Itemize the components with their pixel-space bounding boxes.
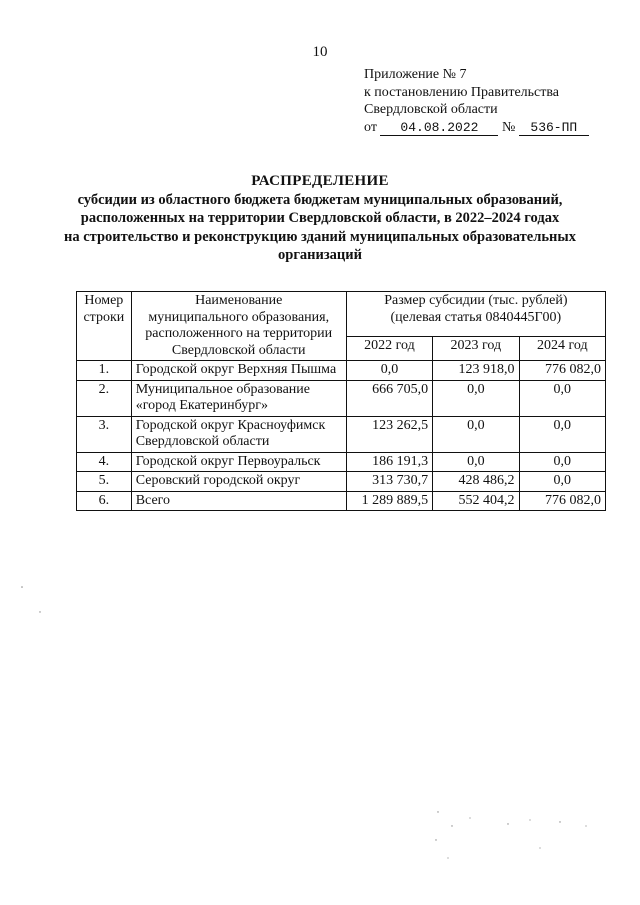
row-value-2023: 0,0 <box>433 380 519 416</box>
row-value-2022: 1 289 889,5 <box>346 491 432 511</box>
row-value-2024: 0,0 <box>519 416 605 452</box>
header-name-line-4: Свердловской области <box>171 342 306 358</box>
date-prefix: от <box>364 119 377 135</box>
header-name-line-3: расположенного на территории <box>145 326 333 341</box>
row-name: Всего <box>131 491 346 511</box>
row-value-2022: 0,0 <box>346 361 432 381</box>
header-year-2024: 2024 год <box>519 336 605 360</box>
header-size-line-2: (целевая статья 0840445Г00) <box>390 309 562 325</box>
row-value-2022: 666 705,0 <box>346 380 432 416</box>
row-value-2022: 186 191,3 <box>346 452 432 472</box>
header-name-line-1: Наименование <box>195 293 283 308</box>
appendix-line-3: Свердловской области <box>364 102 498 117</box>
row-name: Городской округ Красноуфимск Свердловской области <box>131 416 346 452</box>
row-value-2024: 776 082,0 <box>519 361 605 381</box>
table-row <box>77 361 606 381</box>
header-year-2022: 2022 год <box>346 336 432 360</box>
appendix-block <box>364 66 589 136</box>
table-header-row <box>77 292 606 337</box>
document-date: 04.08.2022 <box>380 120 498 136</box>
table-row <box>77 472 606 492</box>
row-value-2023: 0,0 <box>433 452 519 472</box>
row-name: Городской округ Верхняя Пышма <box>131 361 346 381</box>
header-year-2023: 2023 год <box>433 336 519 360</box>
row-value-2024: 776 082,0 <box>519 491 605 511</box>
header-row-number-line-1: Номер <box>84 293 124 308</box>
appendix-line-2: к постановлению Правительства <box>364 84 560 100</box>
row-value-2024: 0,0 <box>519 380 605 416</box>
table-row <box>77 380 606 416</box>
heading-subtitle-line-4: организаций <box>278 247 362 263</box>
appendix-date-line <box>364 119 589 137</box>
table-row-total <box>77 491 606 511</box>
row-number: 2. <box>77 380 132 416</box>
heading-subtitle-line-1: субсидии из областного бюджета бюджетам муниципальных образований, <box>77 191 563 208</box>
header-size-line-1: Размер субсидии (тыс. рублей) <box>384 293 568 308</box>
row-number: 4. <box>77 452 132 472</box>
heading-title: РАСПРЕДЕЛЕНИЕ <box>251 173 389 189</box>
document-heading <box>40 172 600 265</box>
header-municipality-name <box>131 292 346 361</box>
table-row <box>77 416 606 452</box>
row-number: 3. <box>77 416 132 452</box>
row-value-2024: 0,0 <box>519 452 605 472</box>
row-number: 6. <box>77 491 132 511</box>
page-number: 10 <box>312 44 328 60</box>
row-value-2023: 0,0 <box>433 416 519 452</box>
heading-subtitle-line-3: на строительство и реконструкцию зданий муниципальных образовательных <box>64 228 576 245</box>
subsidy-table <box>76 291 606 511</box>
row-name: Серовский городской округ <box>131 472 346 492</box>
header-row-number-line-2: строки <box>83 309 125 325</box>
row-name: Городской округ Первоуральск <box>131 452 346 472</box>
appendix-line-1: Приложение № 7 <box>364 67 467 82</box>
row-number: 1. <box>77 361 132 381</box>
row-value-2023: 428 486,2 <box>433 472 519 492</box>
row-value-2024: 0,0 <box>519 472 605 492</box>
header-name-line-2: муниципального образования, <box>148 309 330 325</box>
row-value-2022: 313 730,7 <box>346 472 432 492</box>
table-row <box>77 452 606 472</box>
header-subsidy-size <box>346 292 605 337</box>
heading-subtitle-line-2: расположенных на территории Свердловской области, в 2022–2024 годах <box>80 210 560 226</box>
row-value-2023: 123 918,0 <box>433 361 519 381</box>
row-value-2022: 123 262,5 <box>346 416 432 452</box>
row-name: Муниципальное образование «город Екатеринбург» <box>131 380 346 416</box>
row-number: 5. <box>77 472 132 492</box>
document-number: 536-ПП <box>519 120 589 136</box>
header-row-number <box>77 292 132 361</box>
row-value-2023: 552 404,2 <box>433 491 519 511</box>
number-prefix: № <box>501 119 516 135</box>
